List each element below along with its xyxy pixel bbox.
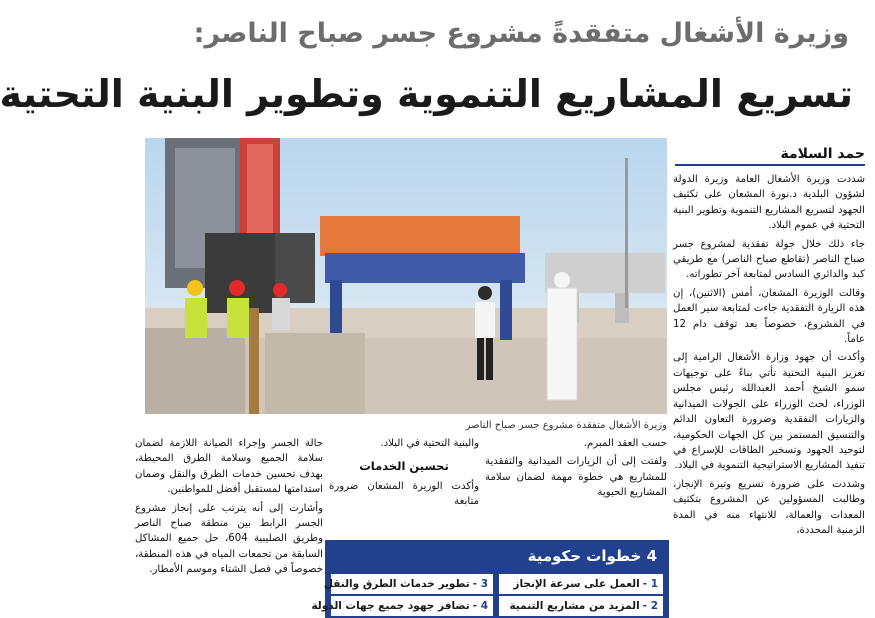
government-steps-box — [311, 540, 669, 618]
step-text: العمل على سرعة الإنجاز — [513, 578, 640, 590]
middle-text-column-2 — [329, 436, 479, 536]
construction-site-image — [145, 138, 667, 414]
article-photo — [145, 138, 667, 414]
step-item — [323, 574, 493, 594]
author-byline: حمد السلامة — [675, 144, 865, 166]
paragraph: وشددت على ضرورة تسريع وتيرة الإنجاز، وطالبت المسؤولين عن المشروع بتكثيف المعدات والعمالة، للانتهاء منه في المدة الزمنية المحددة، — [673, 478, 865, 536]
section-subhead: تحسين الخدمات — [359, 459, 449, 474]
left-text-column — [135, 436, 323, 618]
article-headline: تسريع المشاريع التنموية وتطوير البنية التحتية — [0, 72, 853, 116]
step-text: المزيد من مشاريع التنمية — [509, 600, 640, 612]
step-item — [499, 574, 663, 594]
paragraph: وأكدت الوزيرة المشعان ضرورة متابعة — [329, 480, 479, 508]
step-item — [499, 596, 663, 616]
paragraph: حالة الجسر وإجراء الصيانة اللازمة لضمان سلامة الجميع وسلامة الطرق المحيطة، بهدف تحسين خدمات الطرق والنقل وضمان استدامتها لمستقبل أفضل للمواطنين. — [135, 438, 323, 496]
article-kicker: وزيرة الأشغال متفقدةً مشروع جسر صباح الناصر: — [193, 18, 849, 49]
step-text: تضافر جهود جميع جهات الدولة — [311, 600, 470, 612]
paragraph: شددت وزيرة الأشغال العامة وزيرة الدولة لشؤون البلدية د.نورة المشعان على تكثيف الجهود لتسريع المشاريع التنموية وتطوير البنية التحتية في عموم البلاد. — [673, 174, 865, 232]
step-number: 4 - — [472, 600, 488, 612]
paragraph: وأشارت إلى أنه يترتب على إنجاز مشروع الجسر الرابط بين منطقة صباح الناصر وطريق الصليبية 604، حل جميع المشاكل السابقة من تجمعات المياه في هذه المنطقة، خصوصاً في فصل الشتاء وموسم الأمطار. — [135, 502, 323, 576]
paragraph: وقالت الوزيرة المشعان، أمس (الاثنين)، إن هذه الزيارة التفقدية جاءت لمتابعة سير العمل في المشروع، خصوصاً بعد توقف دام 12 عاماً. — [673, 287, 865, 346]
photo-caption: وزيرة الأشغال متفقدة مشروع جسر صباح الناصر — [465, 420, 667, 431]
step-number: 3 - — [472, 578, 488, 590]
middle-text-column-1 — [485, 436, 667, 536]
paragraph: والبنية التحتية في البلاد. — [380, 438, 479, 449]
right-text-column — [673, 172, 865, 618]
paragraph: ولفتت إلى أن الزيارات الميدانية والتفقدية للمشاريع هي خطوة مهمة لضمان سلامة المشاريع الحيوية — [485, 456, 667, 499]
paragraph: جاء ذلك خلال جولة تفقدية لمشروع جسر صباح الناصر (تقاطع صباح الناصر) مع طريقي كبد والدائري السادس لمتابعة آخر تطوراته. — [673, 238, 865, 281]
step-number: 1 - — [642, 578, 658, 590]
step-number: 2 - — [642, 600, 658, 612]
step-text: تطوير خدمات الطرق والنقل — [323, 578, 470, 590]
step-item — [311, 596, 493, 616]
paragraph: وأكدت أن جهود وزارة الأشغال الرامية إلى تعزيز البنية التحتية تأتي بناءً على توجيهات سمو الشيخ أحمد العبدالله رئيس مجلس الوزراء، لحث الوزراء على الجولات الميدانية والزيارات التفقدية وضرورة التعاون الدائم والتنسيق المستمر بين كل الجهات الحكومية، لتوحيد الجهود وتسخير الطاقات للإسراع في تنفيذ المشاريع الاستراتيجية التنموية في البلاد. — [673, 352, 865, 472]
steps-box-title: 4 خطوات حكومية — [527, 547, 657, 565]
paragraph: حسب العقد المبرم. — [583, 438, 667, 449]
